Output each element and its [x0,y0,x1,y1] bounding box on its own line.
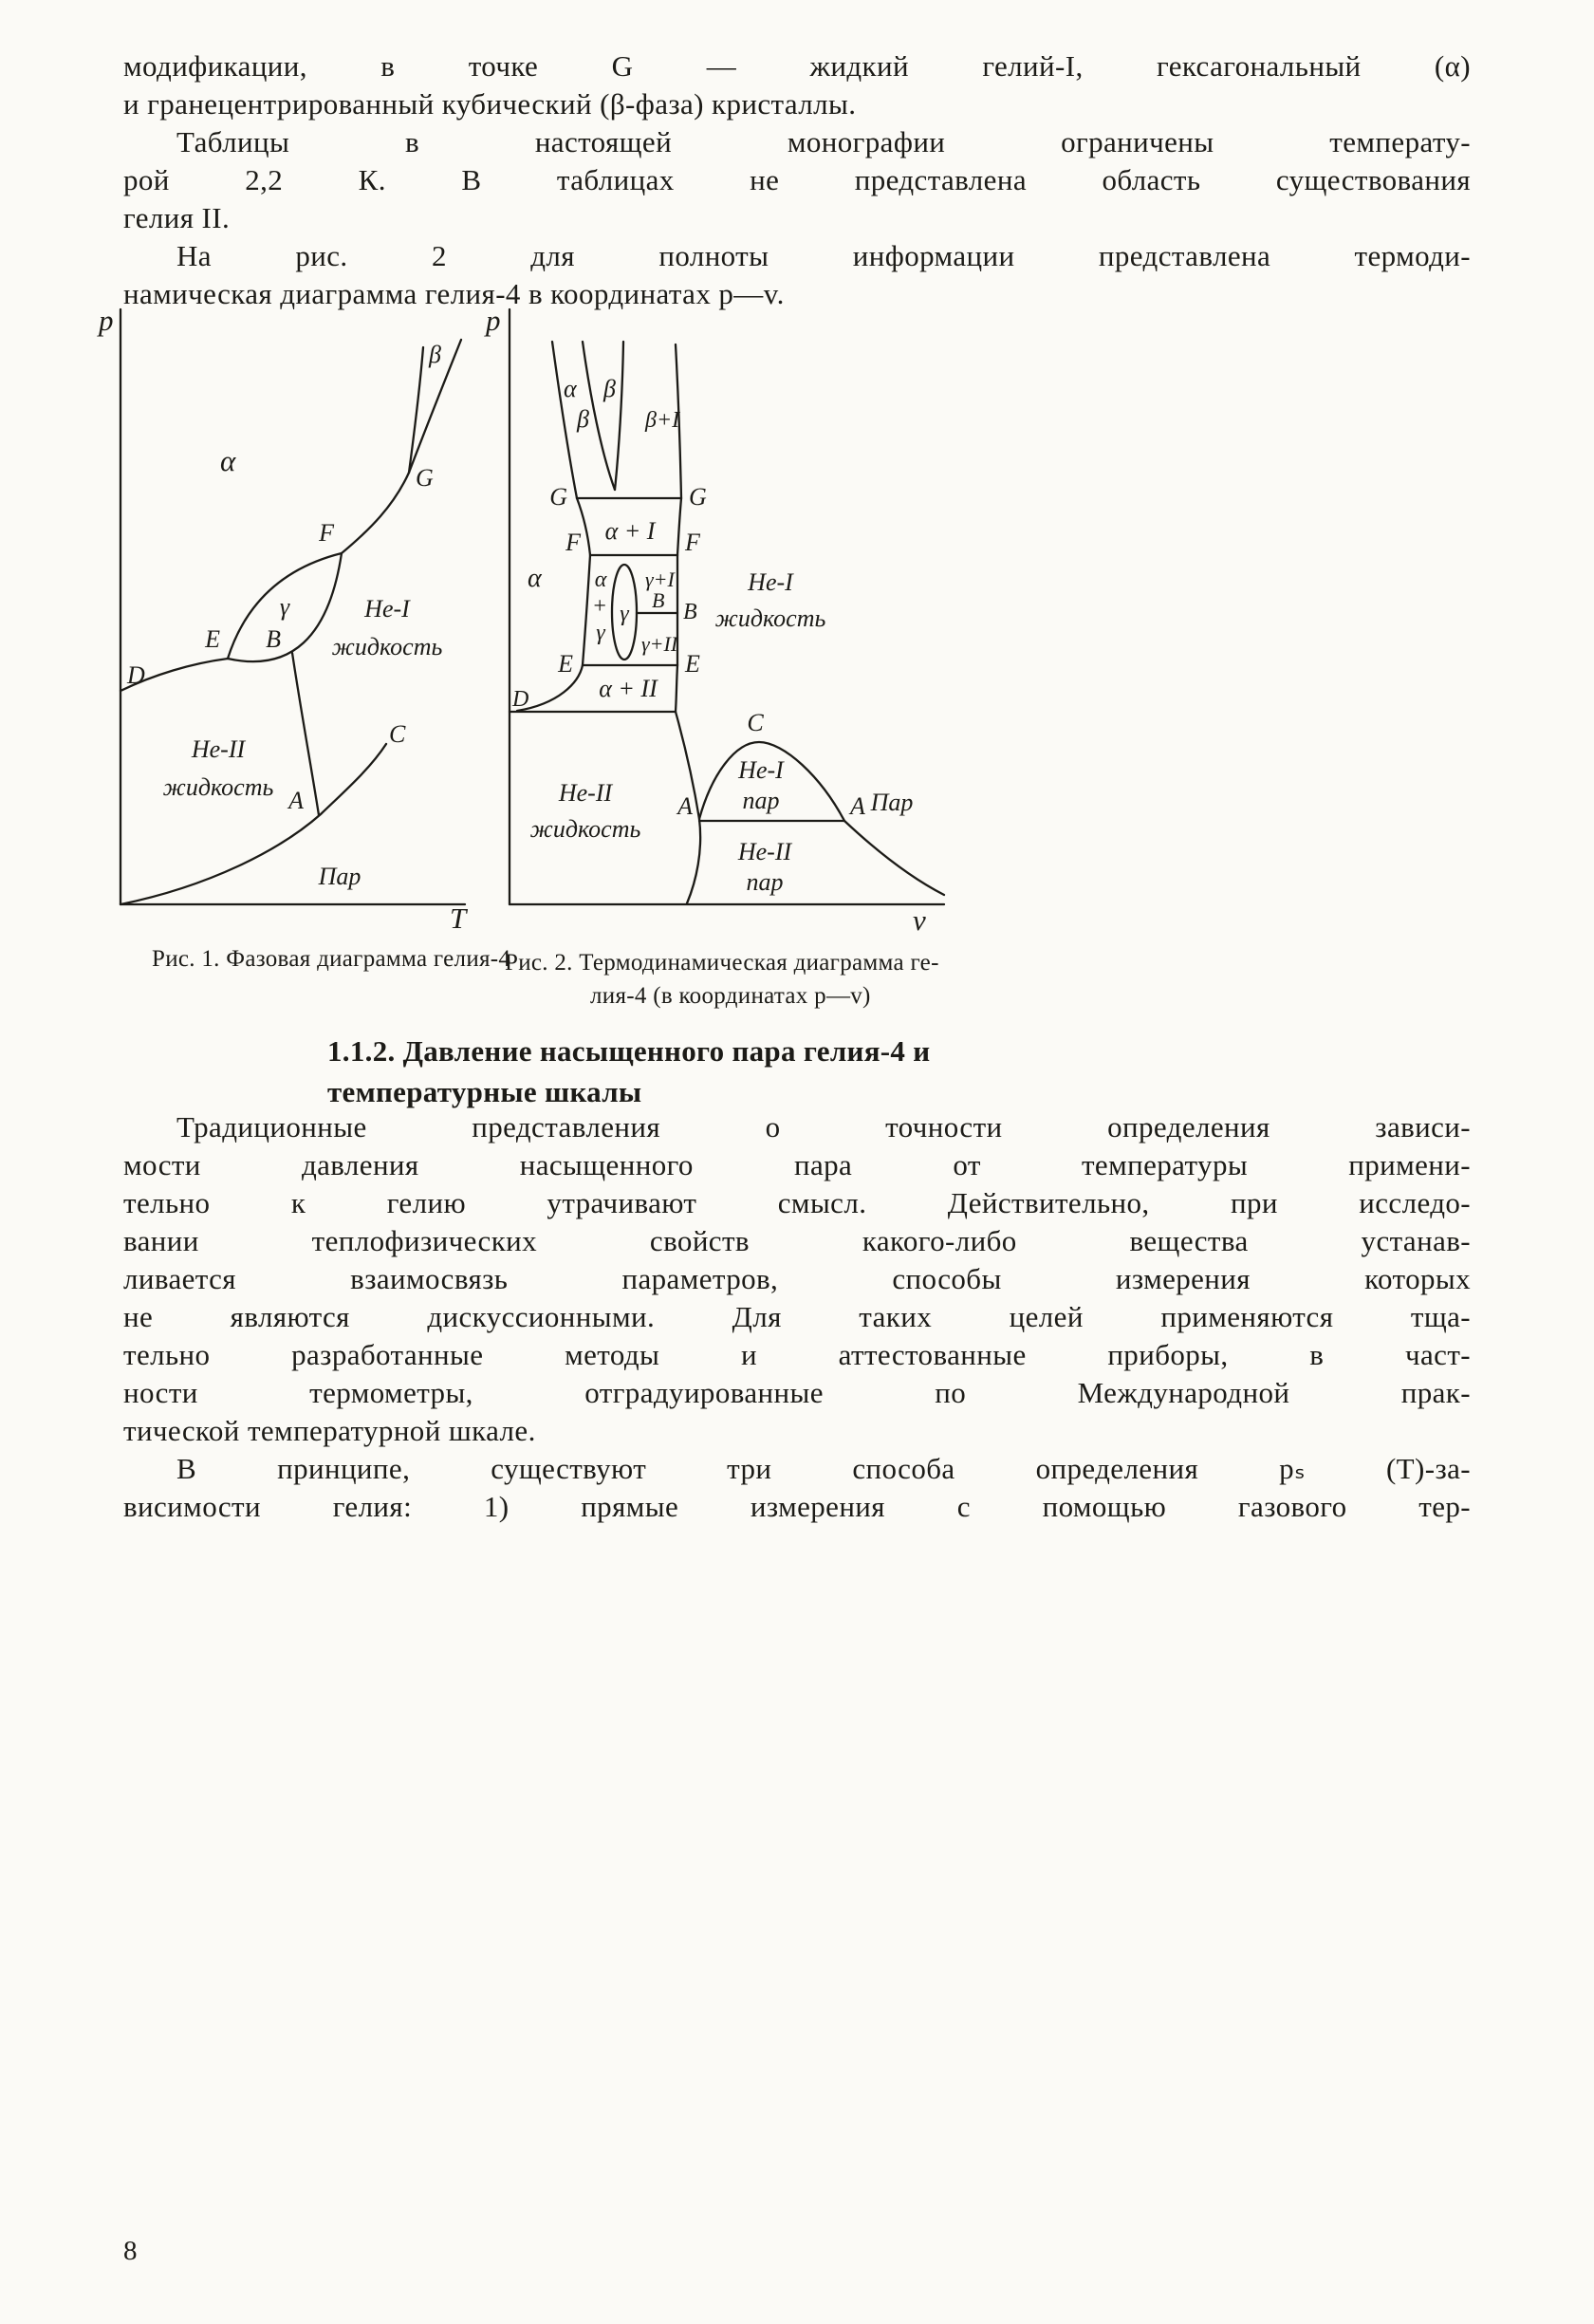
fig2-point-g-right: G [689,483,707,511]
fig2-label-alpha-plus-2: α + II [599,675,658,702]
fig2-label-alpha-solid: α [528,564,542,593]
text-line: тельно разработанные методы и аттестованные приборы, в част- [123,1338,1471,1371]
fig2-point-f-right: F [685,529,700,556]
fig2-label-beta-mid: β [577,405,589,433]
intro-paragraphs [123,47,1471,313]
text-line: тельно к гелию утрачивают смысл. Действительно, при исследо- [123,1186,1471,1219]
fig2-label-alpha-col: α [594,567,607,592]
fig1-label-he1-liquid2: жидкость [331,633,443,660]
fig2-point-b-right: B [683,600,697,624]
text-line: На рис. 2 для полноты информации представлена термоди- [176,239,1471,272]
fig2-label-he2-vapor: Не-II [737,838,792,865]
section-heading [327,1031,930,1112]
fig1-point-F: F [319,519,334,547]
figure2-caption [505,946,939,1013]
fig1-label-alpha: α [220,444,236,477]
text-line: Традиционные представления о точности определения зависи- [176,1110,1471,1143]
fig2-label-plus-col: + [591,594,608,619]
fig1-phase-diagram [97,304,469,935]
fig2-label-gamma-plus-2: γ+II [641,632,678,656]
fig1-label-he1-liquid: Не-I [364,595,410,623]
figure1-caption: Рис. 1. Фазовая диаграмма гелия-4 [152,946,511,972]
text-line: висимости гелия: 1) прямые измерения с помощью газового тер- [123,1490,1471,1523]
section-heading-line1: 1.1.2. Давление насыщенного пара гелия-4 и [327,1034,931,1068]
fig2-point-e-left: E [558,650,573,678]
fig2-label-alpha-plus-1: α + I [604,517,656,545]
fig1-label-gamma: γ [279,593,290,621]
fig2-x-axis-label: v [913,903,926,937]
fig1-label-vapor: Пар [318,863,361,890]
figures-svg [85,302,968,938]
fig1-point-E: E [205,625,220,653]
text-line: ливается взаимосвязь параметров, способы измерения которых [123,1262,1471,1295]
fig1-point-D: D [127,661,145,689]
fig2-boundary-left-top [552,342,577,498]
fig2-label-he2-liquid: Не-II [558,779,613,807]
fig1-label-beta: β [429,341,441,368]
fig2-label-gamma-lens: γ [620,602,629,626]
text-line: и гранецентрированный кубический (β-фаза) кристаллы. [123,87,857,121]
fig2-label-he2-vapor2: пар [746,868,784,896]
fig2-label-he1-vapor2: пар [742,787,780,814]
fig1-point-G: G [416,464,434,492]
fig2-label-beta-top: β [603,375,616,402]
fig1-point-C: C [389,720,406,748]
fig2-point-g-left: G [549,483,567,511]
body-paragraphs [123,1108,1471,1526]
text-line: В принципе, существуют три способа определения pₛ (T)-за- [176,1452,1471,1485]
fig2-label-he1-vapor: Не-I [738,756,784,784]
fig2-thermo-diagram [484,304,944,937]
fig2-label-gamma-col: γ [596,621,605,645]
fig1-x-axis-label: T [450,902,467,935]
page-number: 8 [123,2236,138,2266]
fig1-point-B: B [266,625,281,653]
text-line: гелия II. [123,201,231,234]
fig2-left-boundary-fe [583,555,590,665]
fig2-point-b-left: B [652,588,665,612]
section-heading-line2: температурные шкалы [327,1075,642,1108]
fig2-point-c: C [747,709,764,736]
fig2-right-boundary-gf [677,498,681,555]
fig2-point-e-right: E [685,650,700,678]
fig2-label-he1-liquid: Не-I [748,568,793,596]
fig2-point-a-right: A [850,792,865,820]
text-line: рой 2,2 К. В таблицах не представлена область существования [123,163,1471,196]
text-line: модификации, в точке G — жидкий гелий-I, гексагональный (α) [123,49,1471,83]
figure2-caption-line1: Рис. 2. Термодинамическая диаграмма ге- [505,950,939,976]
fig2-label-alpha-top: α [564,375,577,402]
fig1-melting-curve-fg [342,473,409,553]
figure2-caption-line2: лия-4 (в координатах p—v) [590,983,871,1009]
fig2-label-he1-liquid2: жидкость [714,604,826,632]
text-line: Таблицы в настоящей монографии ограничены температу- [176,125,1471,158]
fig1-label-he2-liquid: Не-II [191,735,246,763]
text-line: не являются дискуссионными. Для таких целей применяются тща- [123,1300,1471,1333]
fig2-point-d: D [512,687,529,712]
fig1-y-axis-label: p [99,304,114,337]
fig2-label-beta-plus-1: β+I [645,408,680,433]
text-line: ности термометры, отградуированные по Международной прак- [123,1376,1471,1409]
fig2-label-gamma-plus-1: γ+I [645,567,675,591]
fig2-right-boundary-down [676,665,677,712]
text-line: тической температурной шкале. [123,1414,536,1447]
fig2-label-he2-liquid2: жидкость [529,815,641,843]
fig2-point-a-left: A [677,792,693,820]
fig2-boundary-mid-right [615,342,623,490]
text-line: вании теплофизических свойств какого-либо вещества устанав- [123,1224,1471,1257]
fig1-label-he2-liquid2: жидкость [162,773,274,801]
fig2-point-f-left: F [565,529,581,556]
fig1-point-A: A [288,787,304,814]
fig2-vapor-dome [699,742,944,895]
fig2-label-vapor: Пар [870,789,914,816]
fig2-y-axis-label: p [486,304,501,337]
text-line: намическая диаграмма гелия-4 в координатах p—v. [123,277,785,310]
text-line: мости давления насыщенного пара от температуры примени- [123,1148,1471,1181]
